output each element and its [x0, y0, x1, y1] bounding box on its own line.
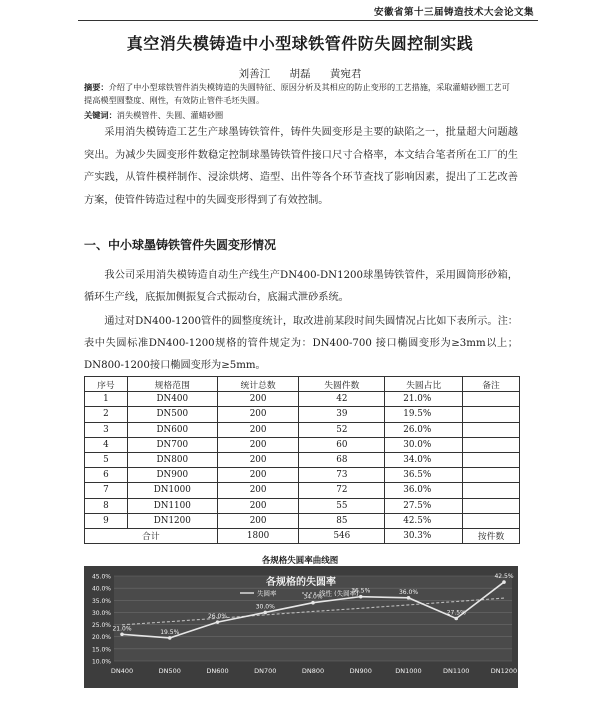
y-tick-label: 45.0%: [91, 573, 111, 581]
data-point: [120, 632, 124, 636]
section-heading: 一、中小球墨铸铁管件失圆变形情况: [84, 238, 277, 252]
table-cell: 42: [299, 392, 385, 407]
keywords-label: 关键词：: [84, 110, 117, 120]
table-cell: 2: [85, 407, 128, 422]
table-row: [85, 468, 520, 483]
table-header-cell: 规格范围: [127, 377, 217, 392]
data-label: 36.5%: [351, 587, 371, 595]
table-cell: 72: [299, 483, 385, 498]
table-cell: 4: [85, 437, 128, 452]
table-cell: 36.5%: [385, 468, 463, 483]
table-row: [85, 513, 520, 528]
abstract-label: 摘要：: [84, 82, 109, 92]
data-point: [311, 601, 315, 605]
total-note: 按件数: [463, 528, 520, 543]
table-cell: 7: [85, 483, 128, 498]
table-cell: 200: [217, 513, 299, 528]
table-header-cell: 统计总数: [217, 377, 299, 392]
table-cell: 200: [217, 407, 299, 422]
table-cell: 21.0%: [385, 392, 463, 407]
table-row: [85, 498, 520, 513]
legend-label: 失圆率: [257, 589, 277, 598]
y-tick-label: 30.0%: [91, 609, 111, 617]
table-cell: 39: [299, 407, 385, 422]
table-cell: 6: [85, 468, 128, 483]
data-label: 27.5%: [446, 609, 466, 617]
table-cell: 200: [217, 437, 299, 452]
abstract-text: 介绍了中小型球铁管件消失模铸造的失圆特征、原因分析及其相应的防止变形的工艺措施，采取灌蜡砂圈工艺可提高模型圆整度、刚性，有效防止管件毛坯失圆。: [84, 82, 510, 105]
table-cell: DN500: [127, 407, 217, 422]
table-cell: 200: [217, 422, 299, 437]
table-cell: [463, 513, 520, 528]
table-cell: 200: [217, 498, 299, 513]
table-cell: 55: [299, 498, 385, 513]
y-tick-label: 25.0%: [91, 622, 111, 630]
table-cell: [463, 498, 520, 513]
table-cell: DN400: [127, 392, 217, 407]
table-cell: 34.0%: [385, 452, 463, 467]
data-point: [263, 611, 267, 615]
y-tick-label: 10.0%: [91, 658, 111, 666]
table-total-row: [85, 528, 520, 543]
table-cell: DN800: [127, 452, 217, 467]
data-point: [502, 580, 506, 584]
data-label: 42.5%: [494, 573, 514, 581]
table-cell: DN1200: [127, 513, 217, 528]
table-cell: 200: [217, 452, 299, 467]
table-header-cell: 备注: [463, 377, 520, 392]
table-cell: [463, 483, 520, 498]
x-tick-label: DN400: [110, 667, 134, 675]
data-label: 30.0%: [255, 603, 275, 611]
x-tick-label: DN800: [301, 667, 325, 675]
table-cell: 42.5%: [385, 513, 463, 528]
table-cell: [463, 437, 520, 452]
x-tick-label: DN1200: [490, 667, 518, 675]
legend-label: 线性 (失圆率): [319, 589, 359, 598]
x-tick-label: DN900: [349, 667, 372, 675]
data-point: [216, 620, 220, 624]
table-cell: 60: [299, 437, 385, 452]
table-header-cell: 失圆件数: [299, 377, 385, 392]
chart-plot-area: [114, 576, 512, 661]
table-cell: 19.5%: [385, 407, 463, 422]
table-header-cell: 序号: [85, 377, 128, 392]
author: 黄宛君: [329, 68, 362, 80]
table-cell: DN600: [127, 422, 217, 437]
page-title: 真空消失模铸造中小型球铁管件防失圆控制实践: [126, 34, 474, 53]
table-cell: DN1000: [127, 483, 217, 498]
total-count: 1800: [217, 528, 299, 543]
table-cell: 68: [299, 452, 385, 467]
chart-caption: 各规格失圆率曲线图: [261, 556, 339, 566]
intro-paragraph: 采用消失模铸造工艺生产球墨铸铁管件，铸件失圆变形是主要的缺陷之一，批量超大问题越突出。为减少失圆变形件数稳定控制球墨铸铁管件接口尺寸合格率，本文结合笔者所在工厂的生产实践，从管件模样制作、浸涂烘烤、造型、出件等各个环节查找了影响因素，提出了工艺改善方案，使管件铸造过程中的失圆变形得到了有效控制。: [84, 127, 518, 206]
data-point: [359, 595, 363, 599]
data-point: [407, 596, 411, 600]
abstract: [84, 81, 516, 107]
x-tick-label: DN1100: [443, 667, 470, 675]
table-cell: DN1100: [127, 498, 217, 513]
table-row: [85, 392, 520, 407]
data-label: 19.5%: [160, 628, 180, 636]
table-row: [85, 422, 520, 437]
table-cell: DN700: [127, 437, 217, 452]
table-cell: 200: [217, 468, 299, 483]
chart-title: 各规格的失圆率: [266, 577, 336, 588]
table-cell: [463, 452, 520, 467]
table-header-cell: 失圆占比: [385, 377, 463, 392]
authors: [0, 66, 600, 81]
data-label: 34.0%: [303, 593, 323, 601]
table-header-row: [85, 377, 520, 392]
table-cell: 200: [217, 483, 299, 498]
table-cell: 5: [85, 452, 128, 467]
x-tick-label: DN600: [206, 667, 229, 675]
table-cell: DN900: [127, 468, 217, 483]
table-cell: [463, 468, 520, 483]
table-cell: 9: [85, 513, 128, 528]
author: 胡磊: [289, 68, 311, 80]
table-cell: 3: [85, 422, 128, 437]
line-chart: [84, 566, 518, 688]
y-tick-label: 20.0%: [91, 634, 111, 642]
section-paragraph-1: 我公司采用消失模铸造自动生产线生产DN400-DN1200球墨铸铁管件，采用圆筒形砂箱，循环生产线，底振加侧振复合式振动台，底漏式泄砂系统。: [84, 270, 518, 303]
x-tick-label: DN1000: [395, 667, 422, 675]
table-cell: 1: [85, 392, 128, 407]
table-cell: 85: [299, 513, 385, 528]
data-label: 21.0%: [112, 625, 132, 633]
author: 刘善江: [238, 68, 271, 80]
running-header: 安徽省第十三届铸造技术大会论文集: [373, 7, 534, 18]
table-row: [85, 437, 520, 452]
table-cell: 8: [85, 498, 128, 513]
total-failed: 546: [299, 528, 385, 543]
table-row: [85, 407, 520, 422]
header-rule: [78, 20, 538, 21]
data-table: [84, 376, 520, 544]
data-label: 26.0%: [207, 613, 228, 621]
x-tick-label: DN700: [254, 667, 277, 675]
table-cell: 52: [299, 422, 385, 437]
table-cell: 26.0%: [385, 422, 463, 437]
table-cell: 36.0%: [385, 483, 463, 498]
y-tick-label: 15.0%: [91, 646, 111, 654]
total-label: 合计: [85, 528, 218, 543]
table-cell: 30.0%: [385, 437, 463, 452]
total-ratio: 30.3%: [385, 528, 463, 543]
y-tick-label: 40.0%: [91, 585, 111, 593]
data-point: [454, 617, 458, 621]
table-row: [85, 483, 520, 498]
data-label: 36.0%: [398, 588, 419, 596]
table-cell: 200: [217, 392, 299, 407]
table-cell: 73: [299, 468, 385, 483]
section-paragraph-2: 通过对DN400-1200管件的圆整度统计，取改进前某段时间失圆情况占比如下表所示。注：表中失圆标准DN400-1200规格的管件规定为：DN400-700 接口椭圆变形为≥3mm以上；DN800-1200接口椭圆变形为≥5mm。: [84, 316, 518, 371]
table-cell: [463, 422, 520, 437]
table-cell: 27.5%: [385, 498, 463, 513]
table-row: [85, 452, 520, 467]
table-cell: [463, 392, 520, 407]
table-cell: [463, 407, 520, 422]
keywords-text: 消失模管件、失圆、灌蜡砂圈: [116, 110, 224, 120]
keywords: [84, 110, 223, 121]
x-tick-label: DN500: [158, 667, 181, 675]
y-tick-label: 35.0%: [91, 597, 111, 605]
data-point: [168, 636, 172, 640]
